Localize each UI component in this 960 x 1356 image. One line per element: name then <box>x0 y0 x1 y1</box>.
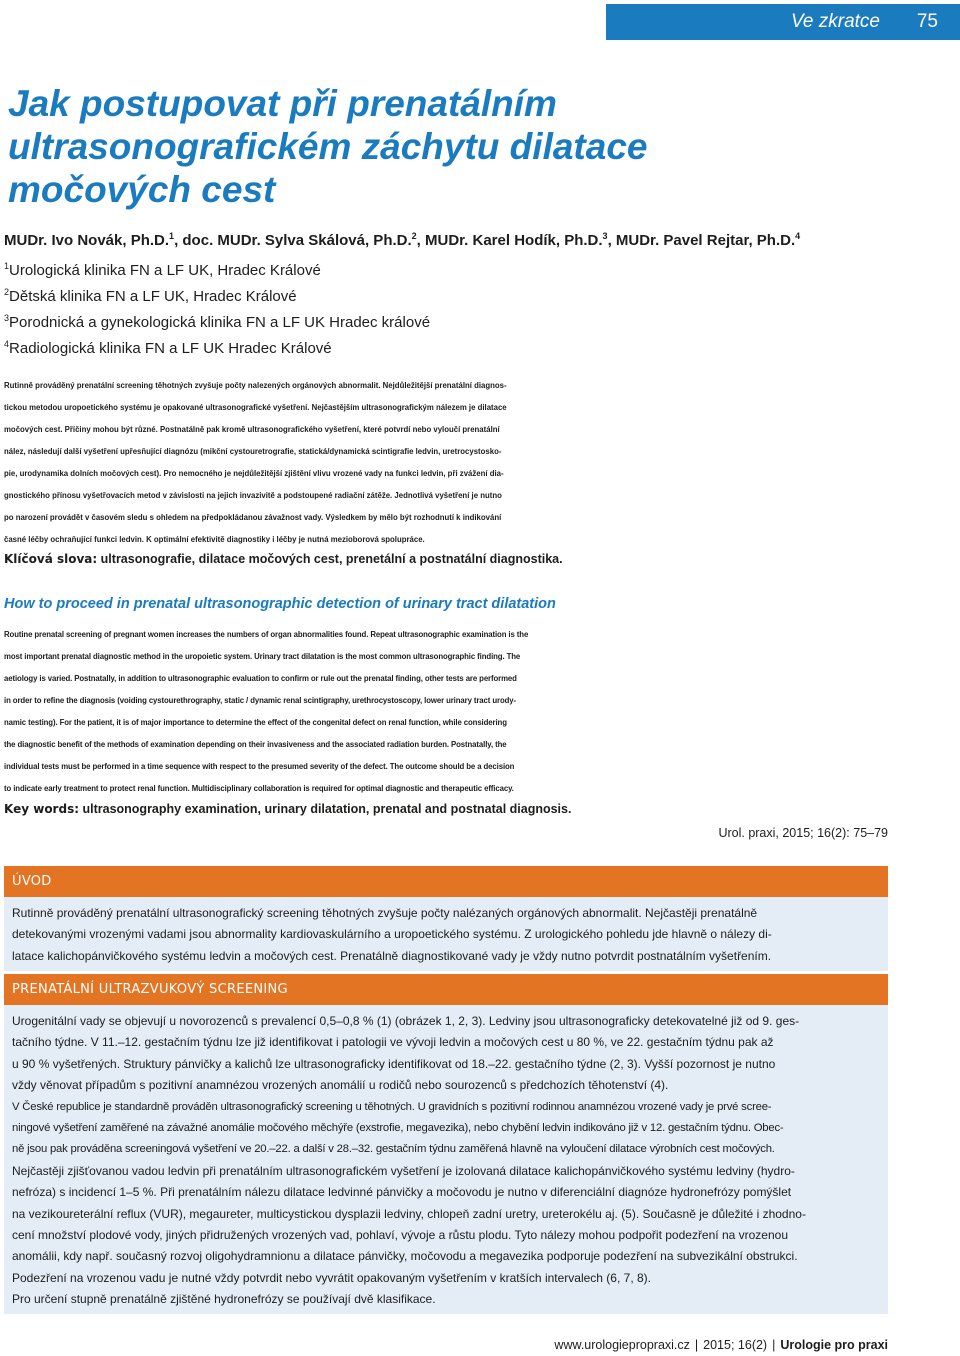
affiliation-mark: 3 <box>4 313 10 323</box>
affiliation-list <box>4 258 430 362</box>
section-heading: PRENATÁLNÍ ULTRAZVUKOVÝ SCREENING <box>4 974 888 1005</box>
body-line: ně jsou pak prováděna screeningová vyšetření ve 20.–22. a další v 28.–32. gestačním týdnu zaměřená hlavně na vyloučení dilatace výrobních cest močových. <box>12 1143 775 1156</box>
affiliation-mark: 1 <box>4 261 10 271</box>
section-heading: ÚVOD <box>4 866 888 897</box>
article-title <box>8 82 908 211</box>
journal-url[interactable]: www.urologiepropraxi.cz <box>554 1338 690 1352</box>
affiliation <box>4 284 430 310</box>
body-line: V České republice je standardně prováděn ultrasonografický screening u těhotných. U gravidních s pozitivní rodinnou anamnézou vrozené vady je prvé scree- <box>12 1100 772 1113</box>
body-line: anomálii, kdy např. současný rozvoj oligohydramnionu a dilatace pánvičky, močovodu a megavezika podporuje podezření na subvezikální obstrukci. <box>12 1249 798 1264</box>
body-line: vždy věnovat případům s pozitivní anamnézou vrozených anomálií u rodičů nebo sourozenců s předchozích těhotenství (4). <box>12 1078 669 1093</box>
affiliation-mark: 2 <box>411 231 417 241</box>
abstract-line: in order to refine the diagnosis (voiding cystourethrography, static / dynamic renal scintigraphy, urethrocystoscopy, lower urinary tract urody- <box>4 696 516 705</box>
author-name: , doc. MUDr. Sylva Skálová, Ph.D. <box>174 232 412 249</box>
body-line: na vezikoureterální reflux (VUR), megaureter, multicystickou dysplazii ledviny, chlopeň zadní uretry, ureterokélu aj. (5). Současně je důležité i zhodno- <box>12 1206 806 1221</box>
separator: | <box>694 1338 699 1352</box>
body-line: nefróza) s incidencí 1–5 %. Při prenatálním nálezu dilatace ledvinné pánvičky a močovodu je nutno v diferenciální diagnóze hydronefrózy pomýšlet <box>12 1185 792 1200</box>
abstract-line: Routine prenatal screening of pregnant women increases the numbers of organ abnormalities found. Repeat ultrasonographic examination is the <box>4 630 529 639</box>
affiliation-mark: 2 <box>4 287 10 297</box>
section-screening <box>4 974 888 1314</box>
affiliation-mark: 3 <box>602 231 608 241</box>
keywords-cz <box>4 552 563 566</box>
keywords-en <box>4 802 571 816</box>
affiliation-mark: 1 <box>169 231 175 241</box>
title-line: močových cest <box>8 169 276 210</box>
abstract-line: močových cest. Příčiny mohou být různé. Postnatálně pak kromě ultrasonografického vyšetření, které potvrdí nebo vyloučí prenatální <box>4 425 500 434</box>
section-uvod <box>4 866 888 971</box>
body-line: cení množství plodové vody, jiných přidružených vrozených vad, pohlaví, vývoje a růstu plodu. Tyto nálezy mohou podpořit podezření na vrozenou <box>12 1227 788 1242</box>
author-name: , MUDr. Karel Hodík, Ph.D. <box>416 232 603 249</box>
affiliation-text: Porodnická a gynekologická klinika FN a LF UK Hradec králové <box>9 314 431 331</box>
affiliation-text: Dětská klinika FN a LF UK, Hradec Králové <box>9 288 297 305</box>
abstract-line: namic testing). For the patient, it is of major importance to determine the effect of the congenital defect on renal function, while considering <box>4 718 507 727</box>
body-line: detekovanými vrozenými vadami jsou abnormality kardiovaskulárního a uropoetického systému. Z urologického pohledu jde hlavně o nálezy di- <box>12 927 772 942</box>
abstract-line: to indicate early treatment to protect renal function. Multidisciplinary collaboration is required for optimal diagnostic and therapeutic efficacy. <box>4 784 514 793</box>
abstract-line: most important prenatal diagnostic method in the uropoietic system. Urinary tract dilatation is the most common ultrasonographic finding. The <box>4 652 521 661</box>
body-line: Pro určení stupně prenatálně zjištěné hydronefrózy se používají dvě klasifikace. <box>12 1292 436 1307</box>
title-line: Jak postupovat při prenatálním <box>8 83 557 124</box>
abstract-line: individual tests must be performed in a time sequence with respect to the presumed severity of the defect. The outcome should be a decision <box>4 762 515 771</box>
affiliation-text: Urologická klinika FN a LF UK, Hradec Králové <box>9 262 321 279</box>
abstract-line: Rutinně prováděný prenatální screening těhotných zvyšuje počty nalezených orgánových abnormalit. Nejdůležitější prenatální diagnos- <box>4 381 507 390</box>
abstract-line: pie, urodynamika dolních močových cest). Pro nemocného je nejdůležitější zjištění vlivu vrozené vady na funkci ledvin, při zvážení dia- <box>4 469 504 478</box>
abstract-line: aetiology is varied. Postnatally, in addition to ultrasonographic evaluation to confirm or rule out the prenatal finding, other tests are performed <box>4 674 517 683</box>
body-line: tačního týdne. V 11.–12. gestačním týdnu lze již identifikovat i patologii ve vývoji ledvin a močových cest u 80 %, ve 22. gestačním týdnu pak až <box>12 1035 774 1050</box>
journal-name: Urologie pro praxi <box>780 1338 888 1352</box>
body-line: Rutinně prováděný prenatální ultrasonografický screening těhotných zvyšuje počty nalézaných orgánových abnormalit. Nejčastěji prenatálně <box>12 906 758 920</box>
section-body <box>4 897 888 971</box>
abstract-en <box>4 624 888 800</box>
abstract-line: po narození provádět v časovém sledu s ohledem na předpokládanou závažnost vady. Výsledkem by mělo být rozhodnutí k indikování <box>4 513 502 522</box>
english-title: How to proceed in prenatal ultrasonographic detection of urinary tract dilatation <box>4 596 556 612</box>
body-line: Podezření na vrozenou vadu je nutné vždy potvrdit nebo vyvrátit opakovaným vyšetřením v kratších intervalech (6, 7, 8). <box>12 1270 651 1285</box>
page-footer <box>554 1338 888 1352</box>
abstract-line: gnostického přínosu vyšetřovacích metod v závislosti na jejich invazivitě a podstoupené radiační zátěže. Jednotlivá vyšetření je nutno <box>4 491 502 500</box>
body-line: ningové vyšetření zaměřené na závažné anomálie močového měchýře (exstrofie, megavezika), nebo chybění ledvin indikováno již v 12. gestačním týdnu. Obec- <box>12 1121 784 1134</box>
issue-info: 2015; 16(2) <box>703 1338 768 1352</box>
keywords-text: ultrasonografie, dilatace močových cest, prenetální a postnatální diagnostika. <box>97 552 563 566</box>
body-line: u 90 % vyšetřených. Struktury pánvičky a kalichů lze ultrasonograficky identifikovat od 18.–22. gestačního týdne (2, 3). Vyšší pozornost je nutno <box>12 1056 776 1071</box>
body-line: latace kalichopánvičkového systému ledvin a močových cest. Prenatálně diagnostikované vady je vždy nutno potvrdit postnatálním vyšetřením. <box>12 948 772 963</box>
affiliation-mark: 4 <box>4 339 10 349</box>
page-number: 75 <box>916 11 938 32</box>
author-name: , MUDr. Pavel Rejtar, Ph.D. <box>607 232 796 249</box>
abstract-line: nález, následují další vyšetření upřesňující diagnózu (mikční cystouretrografie, statická/dynamická scintigrafie ledvin, uretrocystosko- <box>4 447 502 456</box>
abstract-line: tickou metodou uropoetického systému je opakované ultrasonografické vyšetření. Nejčastějším ultrasonografickým nálezem je dilatace <box>4 403 507 412</box>
running-header <box>606 4 960 40</box>
affiliation <box>4 258 430 284</box>
body-line: Nejčastěji zjišťovanou vadou ledvin při prenatálním ultrasonografickém vyšetření je izolovaná dilatace kalichopánvičkového systému ledviny (hydro- <box>12 1163 795 1178</box>
author-list <box>4 232 800 249</box>
affiliation <box>4 310 430 336</box>
separator: | <box>772 1338 776 1352</box>
affiliation-text: Radiologická klinika FN a LF UK Hradec Králové <box>9 340 332 357</box>
keywords-label: Key words: <box>4 802 80 816</box>
citation: Urol. praxi, 2015; 16(2): 75–79 <box>718 826 888 840</box>
abstract-line: časné léčby ochraňující funkci ledvin. K optimální efektivitě diagnostiky i léčby je nutná mezioborová spolupráce. <box>4 535 425 544</box>
body-line: Urogenitální vady se objevují u novorozenců s prevalencí 0,5–0,8 % (1) (obrázek 1, 2, 3). Ledviny jsou ultrasonograficky detekovatelné již od 9. ges- <box>12 1014 800 1028</box>
keywords-label: Klíčová slova: <box>4 552 98 566</box>
affiliation-mark: 4 <box>795 231 801 241</box>
abstract-cz <box>4 374 888 550</box>
title-line: ultrasonografickém záchytu dilatace <box>8 126 648 167</box>
section-label: Ve zkratce <box>790 11 880 32</box>
keywords-text: ultrasonography examination, urinary dilatation, prenatal and postnatal diagnosis. <box>79 802 572 816</box>
section-body <box>4 1005 888 1314</box>
affiliation <box>4 336 430 362</box>
author-name: MUDr. Ivo Novák, Ph.D. <box>4 232 170 249</box>
abstract-line: the diagnostic benefit of the methods of examination depending on their invasiveness and the associated radiation burden. Postnatally, the <box>4 740 507 749</box>
